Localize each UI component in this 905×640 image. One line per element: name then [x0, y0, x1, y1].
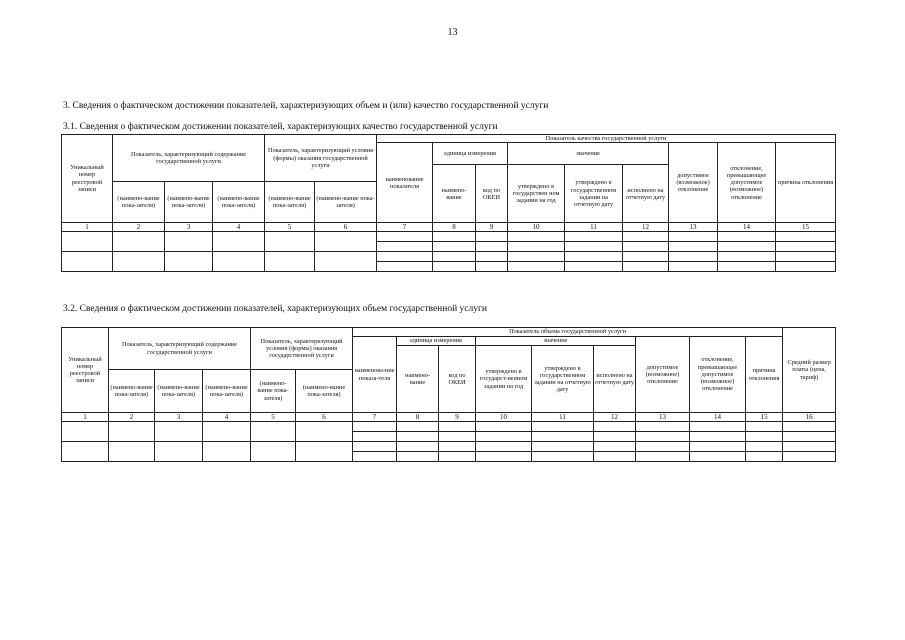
header-unit-name: наимено-вание — [433, 165, 476, 223]
table-cell[interactable] — [476, 262, 508, 272]
column-number: 13 — [669, 223, 718, 232]
column-number: 16 — [783, 413, 836, 422]
column-number: 6 — [315, 223, 377, 232]
table-cell[interactable] — [532, 422, 594, 432]
table-cell[interactable] — [565, 242, 623, 252]
column-number: 1 — [62, 223, 113, 232]
column-number: 2 — [113, 223, 165, 232]
table-cell[interactable] — [623, 262, 669, 272]
header-service-conditions: Показатель, характеризующий условия (формы) оказания государственной услуги — [251, 328, 353, 370]
table-cell[interactable] — [636, 442, 690, 452]
table-cell[interactable] — [508, 252, 565, 262]
table-cell[interactable] — [476, 432, 532, 442]
header-indicator-name-2: (наимено-вание пока-зателя) — [109, 370, 155, 413]
table-cell[interactable] — [109, 442, 155, 462]
table-cell[interactable] — [439, 432, 476, 442]
header-exceeding-deviation: отклонение, превышающее допустимое (возможное) отклонение — [718, 143, 776, 223]
table-cell[interactable] — [251, 422, 296, 442]
column-number: 14 — [690, 413, 746, 422]
column-number: 10 — [508, 223, 565, 232]
page-number: 13 — [447, 27, 458, 38]
table-cell[interactable] — [718, 242, 776, 252]
table-cell[interactable] — [623, 252, 669, 262]
column-numbers-row — [62, 223, 836, 232]
header-indicator-name: наименование показателя — [377, 143, 433, 223]
header-unique-number: Уникальный номер реестровой записи — [62, 135, 113, 223]
section-3-2-title: 3.2. Сведения о фактическом достижении показателей, характеризующих объем государственной услуги — [63, 304, 487, 314]
header-approved-year: утверждено в государствен ном задании на год — [508, 165, 565, 223]
header-exceeding-deviation: отклонение, превышающее допустимое (возможное) отклонение — [690, 337, 746, 413]
column-number: 7 — [377, 223, 433, 232]
column-number: 8 — [397, 413, 439, 422]
header-indicator-name-6: (наимено-вание пока-зателя) — [296, 370, 353, 413]
header-indicator-name-4: (наимено-вание пока-зателя) — [213, 182, 265, 223]
table-cell[interactable] — [439, 442, 476, 452]
column-number: 8 — [433, 223, 476, 232]
header-quality-indicator: Показатель качества государственной услуги — [377, 135, 836, 143]
table-cell[interactable] — [746, 442, 783, 452]
table-cell[interactable] — [296, 422, 353, 442]
table-cell[interactable] — [746, 452, 783, 462]
header-unique-number: Уникальный номер реестровой записи — [62, 328, 109, 413]
table-cell[interactable] — [353, 452, 397, 462]
header-indicator-name-3: (наимено-вание пока-зателя) — [165, 182, 213, 223]
table-cell[interactable] — [433, 232, 476, 242]
table-cell[interactable] — [397, 422, 439, 432]
table-cell[interactable] — [594, 442, 636, 452]
column-number: 9 — [439, 413, 476, 422]
column-number: 7 — [353, 413, 397, 422]
column-number: 11 — [565, 223, 623, 232]
table-cell[interactable] — [508, 242, 565, 252]
table-cell[interactable] — [203, 422, 251, 442]
table-cell[interactable] — [776, 252, 836, 262]
table-cell[interactable] — [476, 442, 532, 452]
table-cell[interactable] — [251, 442, 296, 462]
table-cell[interactable] — [565, 262, 623, 272]
table-cell[interactable] — [213, 232, 265, 252]
header-unit: единица измерения — [433, 143, 508, 165]
column-number: 15 — [746, 413, 783, 422]
column-number: 13 — [636, 413, 690, 422]
table-cell[interactable] — [265, 232, 315, 252]
table-cell[interactable] — [623, 232, 669, 242]
header-approved-date: утверждено в государственном задании на отчетную дату — [565, 165, 623, 223]
table-cell[interactable] — [783, 422, 836, 432]
table-row — [62, 422, 836, 432]
header-service-conditions: Показатель, характеризующий условия (формы) оказания государственной услуги — [265, 135, 377, 182]
table-cell[interactable] — [746, 432, 783, 442]
table-cell[interactable] — [718, 262, 776, 272]
table-cell[interactable] — [669, 242, 718, 252]
table-cell[interactable] — [213, 252, 265, 272]
header-service-content: Показатель, характеризующий содержание государственной услуги — [109, 328, 251, 370]
table-cell[interactable] — [397, 432, 439, 442]
header-approved-year: утверждено в государст-венном задании на год — [476, 346, 532, 413]
table-cell[interactable] — [476, 452, 532, 462]
header-deviation-reason: причина отклонения — [746, 337, 783, 413]
table-cell[interactable] — [377, 252, 433, 262]
table-cell[interactable] — [433, 262, 476, 272]
table-cell[interactable] — [476, 252, 508, 262]
table-cell[interactable] — [532, 432, 594, 442]
column-number: 2 — [109, 413, 155, 422]
column-number: 3 — [155, 413, 203, 422]
table-cell[interactable] — [109, 422, 155, 442]
header-indicator-name-5: (наимено-вание пока-зателя) — [265, 182, 315, 223]
table-cell[interactable] — [62, 232, 113, 252]
column-number: 5 — [265, 223, 315, 232]
table-cell[interactable] — [265, 252, 315, 272]
table-cell[interactable] — [113, 252, 165, 272]
column-number: 10 — [476, 413, 532, 422]
table-cell[interactable] — [476, 422, 532, 432]
table-cell[interactable] — [296, 442, 353, 462]
table-cell[interactable] — [433, 242, 476, 252]
column-number: 4 — [213, 223, 265, 232]
table-cell[interactable] — [532, 442, 594, 452]
table-cell[interactable] — [508, 262, 565, 272]
column-number: 15 — [776, 223, 836, 232]
table-cell[interactable] — [377, 232, 433, 242]
table-cell[interactable] — [353, 432, 397, 442]
table-cell[interactable] — [439, 422, 476, 432]
volume-indicators-table — [61, 327, 836, 462]
table-cell[interactable] — [353, 442, 397, 452]
column-number: 3 — [165, 223, 213, 232]
table-row — [62, 442, 836, 452]
header-indicator-name: наименова-ние показа-теля — [353, 337, 397, 413]
table-cell[interactable] — [636, 452, 690, 462]
header-value: значение — [508, 143, 669, 165]
table-cell[interactable] — [165, 232, 213, 252]
table-cell[interactable] — [397, 442, 439, 452]
column-number: 9 — [476, 223, 508, 232]
header-deviation-reason: причина отклонения — [776, 143, 836, 223]
column-number: 12 — [623, 223, 669, 232]
table-cell[interactable] — [315, 252, 377, 272]
table-cell[interactable] — [377, 242, 433, 252]
table-cell[interactable] — [508, 232, 565, 242]
table-cell[interactable] — [636, 432, 690, 442]
table-cell[interactable] — [565, 252, 623, 262]
table-row — [62, 232, 836, 242]
table-cell[interactable] — [476, 232, 508, 242]
header-value: значение — [476, 337, 636, 346]
table-cell[interactable] — [155, 422, 203, 442]
table-cell[interactable] — [476, 242, 508, 252]
column-number: 11 — [532, 413, 594, 422]
table-cell[interactable] — [783, 442, 836, 452]
header-allowed-deviation: допустимое (возможное) отклонение — [669, 143, 718, 223]
table-cell[interactable] — [62, 442, 109, 462]
table-cell[interactable] — [397, 452, 439, 462]
header-okei-code: код по ОКЕИ — [476, 165, 508, 223]
table-cell[interactable] — [776, 242, 836, 252]
table-cell[interactable] — [594, 452, 636, 462]
table-cell[interactable] — [433, 252, 476, 262]
table-cell[interactable] — [315, 232, 377, 252]
column-numbers-row — [62, 413, 836, 422]
table-cell[interactable] — [565, 232, 623, 242]
table-cell[interactable] — [636, 422, 690, 432]
header-indicator-name-2: (наимено-вание пока-зателя) — [113, 182, 165, 223]
table-row — [62, 252, 836, 262]
table-cell[interactable] — [113, 232, 165, 252]
table-cell[interactable] — [623, 242, 669, 252]
table-cell[interactable] — [783, 452, 836, 462]
table-cell[interactable] — [62, 422, 109, 442]
table-cell[interactable] — [669, 252, 718, 262]
column-number: 1 — [62, 413, 109, 422]
header-service-content: Показатель, характеризующий содержание государственной услуги — [113, 135, 265, 182]
table-cell[interactable] — [669, 232, 718, 242]
table-cell[interactable] — [690, 422, 746, 432]
section-3-title: 3. Сведения о фактическом достижении показателей, характеризующих объем и (или) качество государственной услуги — [63, 101, 549, 111]
header-approved-date: утверждено в государственном задании на отчетную дату — [532, 346, 594, 413]
table-cell[interactable] — [746, 422, 783, 432]
table-cell[interactable] — [718, 252, 776, 262]
table-cell[interactable] — [594, 422, 636, 432]
column-number: 12 — [594, 413, 636, 422]
table-cell[interactable] — [439, 452, 476, 462]
header-unit-name: наимено-вание — [397, 346, 439, 413]
table-cell[interactable] — [690, 452, 746, 462]
table-cell[interactable] — [594, 432, 636, 442]
column-number: 4 — [203, 413, 251, 422]
table-cell[interactable] — [718, 232, 776, 242]
table-cell[interactable] — [203, 442, 251, 462]
table-cell[interactable] — [165, 252, 213, 272]
header-done: исполнено на отчетную дату — [594, 346, 636, 413]
column-number: 5 — [251, 413, 296, 422]
section-3-1-title: 3.1. Сведения о фактическом достижении показателей, характеризующих качество государственной услуги — [63, 122, 498, 132]
header-indicator-name-5: (наимено-вание пока-зателя) — [251, 370, 296, 413]
column-number: 6 — [296, 413, 353, 422]
header-indicator-name-4: (наимено-вание пока-зателя) — [203, 370, 251, 413]
header-allowed-deviation: допустимое (возможное) отклонение — [636, 337, 690, 413]
header-indicator-name-6: (наимено-вание пока-зателя) — [315, 182, 377, 223]
header-indicator-name-3: (наимено-вание пока-зателя) — [155, 370, 203, 413]
table-cell[interactable] — [377, 262, 433, 272]
table-cell[interactable] — [353, 422, 397, 432]
table-cell[interactable] — [776, 262, 836, 272]
table-cell[interactable] — [690, 432, 746, 442]
table-cell[interactable] — [669, 262, 718, 272]
table-cell[interactable] — [783, 432, 836, 442]
header-average-fee: Средний размер платы (цена, тариф) — [783, 328, 836, 413]
table-cell[interactable] — [532, 452, 594, 462]
table-cell[interactable] — [155, 442, 203, 462]
header-unit: единица измерения — [397, 337, 476, 346]
table-cell[interactable] — [62, 252, 113, 272]
header-done: исполнено на отчетную дату — [623, 165, 669, 223]
header-volume-indicator: Показатель объема государственной услуги — [353, 328, 783, 337]
table-cell[interactable] — [776, 232, 836, 242]
table-cell[interactable] — [690, 442, 746, 452]
column-number: 14 — [718, 223, 776, 232]
header-okei-code: код по ОКЕИ — [439, 346, 476, 413]
quality-indicators-table — [61, 134, 836, 272]
